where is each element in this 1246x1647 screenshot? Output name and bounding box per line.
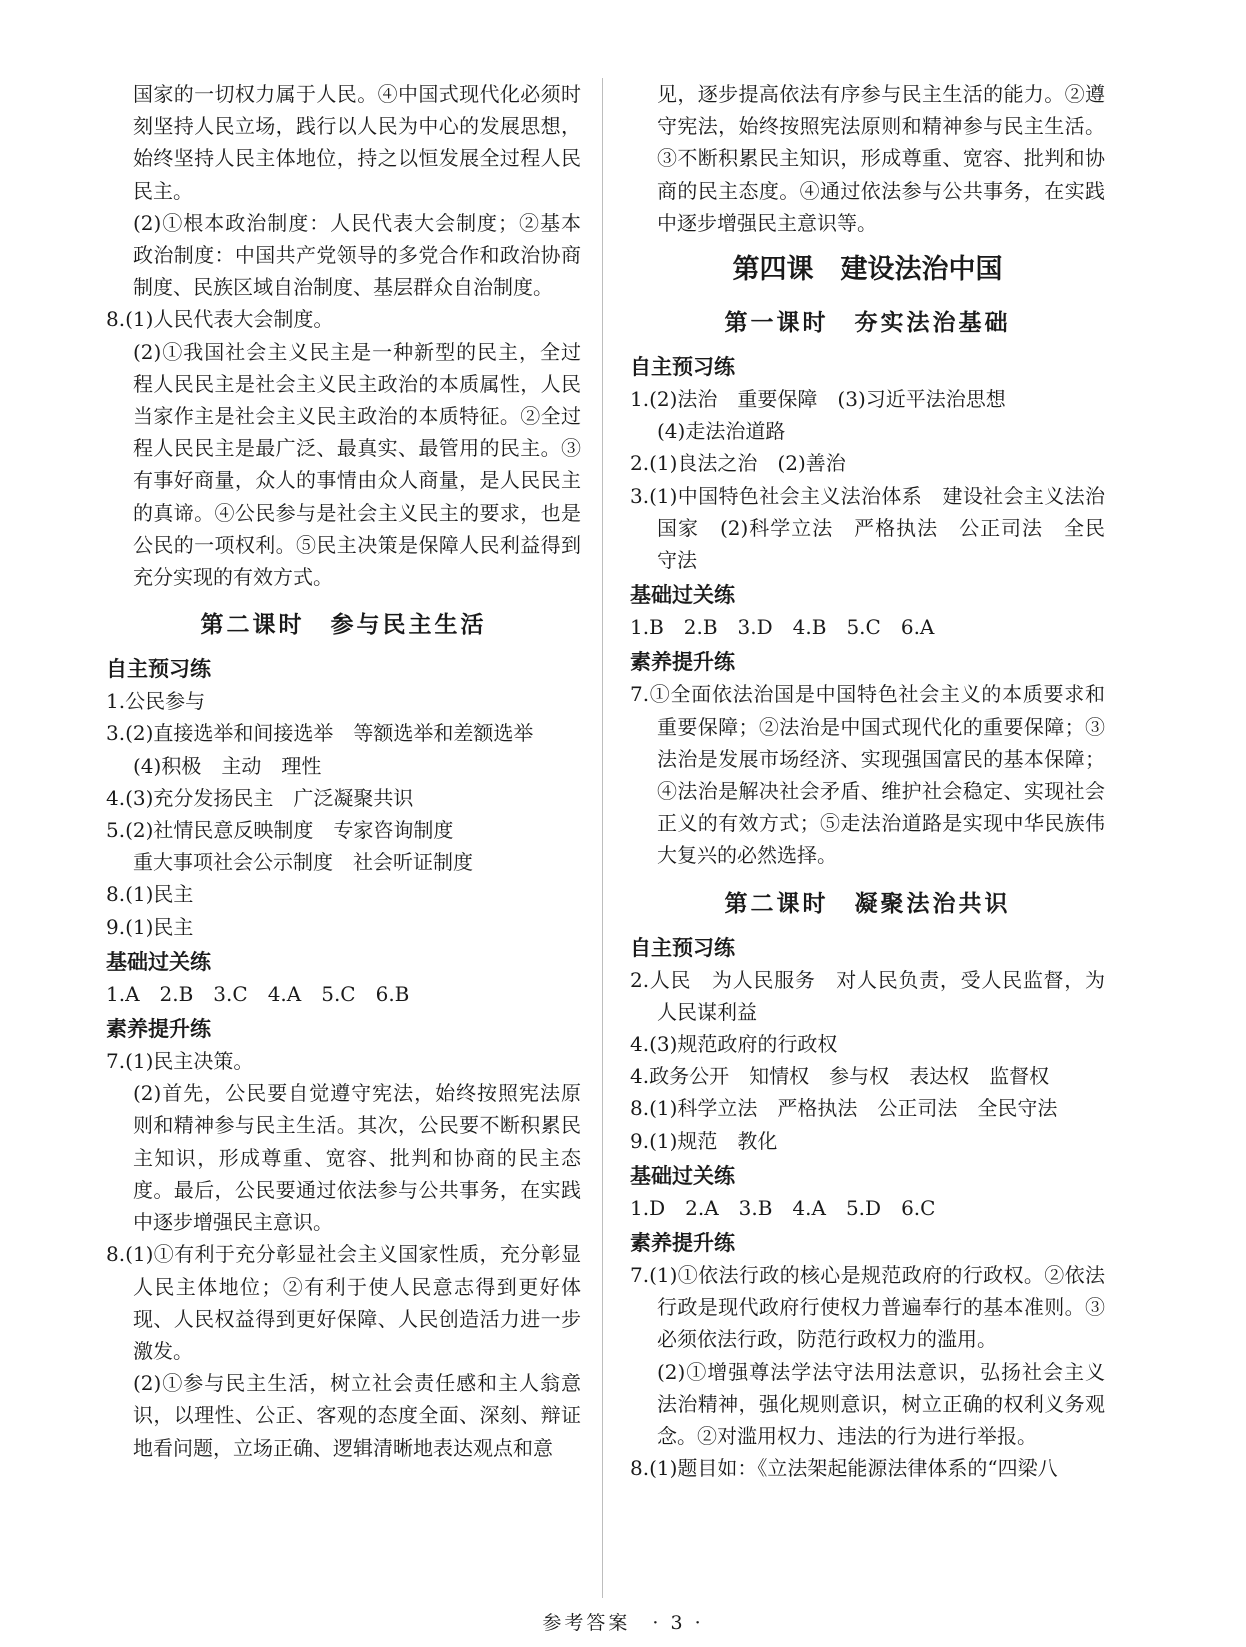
- chapter-title: 第四课 建设法治中国: [732, 254, 1003, 286]
- paragraph: (2)①我国社会主义民主是一种新型的民主，全过程人民民主是社会主义民主政治的本质属性，人民当家作主是社会主义民主政治的本质特征。②全过程人民民主是最广泛、最真实、最管用的民主。③有事好商量，众人的事情由众人商量，是人民民主的真谛。④公民参与是社会主义民主的要求，也是公民的一项权利。⑤民主决策是保障人民利益得到充分实现的有效方式。: [133, 339, 581, 590]
- lesson-title: 第二课时 凝聚法治共识: [724, 889, 1011, 917]
- answer-item: (4)积极 主动 理性: [133, 753, 322, 778]
- answer-item: 7.①全面依法治国是中国特色社会主义的本质要求和重要保障；②法治是中国式现代化的重要保障；③法治是发展市场经济、实现强国富民的基本保障；④法治是解决社会矛盾、维护社会稳定、实现社会正义的有效方式；⑤走法治道路是实现中华民族伟大复兴的必然选择。: [630, 682, 1105, 868]
- answer-item: 8.(1)①有利于充分彰显社会主义国家性质，充分彰显人民主体地位；②有利于使人民意志得到更好体现、人民权益得到更好保障、人民创造活力进一步激发。: [106, 1242, 581, 1363]
- answer-item: 9.(1)民主: [106, 914, 194, 939]
- section-heading: 基础过关练: [630, 1163, 735, 1188]
- answer-item: 5.(2)社情民意反映制度 专家咨询制度: [106, 818, 454, 843]
- paragraph: (2)①增强尊法学法守法用法意识，弘扬社会主义法治精神，强化规则意识，树立正确的权利义务观念。②对滥用权力、违法的行为进行举报。: [657, 1359, 1105, 1449]
- lesson-title: 第一课时 夯实法治基础: [724, 309, 1011, 337]
- question-item: 8.(1)人民代表大会制度。: [106, 307, 334, 332]
- section-heading: 基础过关练: [630, 583, 735, 608]
- answer-row: 1.B 2.B 3.D 4.B 5.C 6.A: [630, 615, 935, 640]
- section-heading: 自主预习练: [106, 657, 211, 682]
- answer-item: 3.(1)中国特色社会主义法治体系 建设社会主义法治国家 (2)科学立法 严格执法 公正司法 全民守法: [630, 483, 1105, 573]
- answer-item: 2.人民 为人民服务 对人民负责，受人民监督，为人民谋利益: [630, 967, 1105, 1024]
- answer-item: 3.(2)直接选举和间接选举 等额选举和差额选举: [106, 721, 534, 746]
- column-divider: [602, 78, 603, 1598]
- answer-item: 7.(1)民主决策。: [106, 1049, 254, 1074]
- answer-item: 7.(1)①依法行政的核心是规范政府的行政权。②依法行政是现代政府行使权力普遍奉行的基本准则。③必须依法行政，防范行政权力的滥用。: [630, 1263, 1105, 1352]
- section-heading: 素养提升练: [106, 1017, 211, 1042]
- answer-item: 4.政务公开 知情权 参与权 表达权 监督权: [630, 1064, 1050, 1089]
- paragraph: (2)①根本政治制度：人民代表大会制度；②基本政治制度：中国共产党领导的多党合作和政治协商制度、民族区域自治制度、基层群众自治制度。: [133, 210, 581, 300]
- left-column: [106, 78, 581, 1464]
- answer-item: 1.(2)法治 重要保障 (3)习近平法治思想: [630, 387, 1006, 412]
- answer-item: 2.(1)良法之治 (2)善治: [630, 451, 846, 476]
- answer-item: 8.(1)题目如：《立法架起能源法律体系的“四梁八: [630, 1456, 1058, 1481]
- answer-item: 8.(1)民主: [106, 882, 194, 907]
- section-heading: 基础过关练: [106, 949, 211, 974]
- answer-item: 4.(3)规范政府的行政权: [630, 1032, 838, 1057]
- paragraph: 国家的一切权力属于人民。④中国式现代化必须时刻坚持人民立场，践行以人民为中心的发展思想，始终坚持人民主体地位，持之以恒发展全过程人民民主。: [133, 82, 581, 203]
- paragraph: 见，逐步提高依法有序参与民主生活的能力。②遵守宪法，始终按照宪法原则和精神参与民主生活。③不断积累民主知识，形成尊重、宽容、批判和协商的民主态度。④通过依法参与公共事务，在实践中逐步增强民主意识等。: [657, 82, 1105, 235]
- answer-row: 1.A 2.B 3.C 4.A 5.C 6.B: [106, 981, 410, 1006]
- page-footer: 参考答案 · 3 ·: [542, 1612, 704, 1634]
- answer-item: 8.(1)科学立法 严格执法 公正司法 全民守法: [630, 1096, 1058, 1121]
- paragraph: (2)①参与民主生活，树立社会责任感和主人翁意识，以理性、公正、客观的态度全面、深刻、辩证地看问题，立场正确、逻辑清晰地表达观点和意: [133, 1371, 581, 1460]
- answer-row: 1.D 2.A 3.B 4.A 5.D 6.C: [630, 1195, 936, 1220]
- answer-item: 重大事项社会公示制度 社会听证制度: [133, 850, 473, 875]
- section-heading: 素养提升练: [630, 1231, 735, 1256]
- answer-item: 9.(1)规范 教化: [630, 1128, 778, 1153]
- paragraph: (2)首先，公民要自觉遵守宪法，始终按照宪法原则和精神参与民主生活。其次，公民要不断积累民主知识，形成尊重、宽容、批判和协商的民主态度。最后，公民要通过依法参与公共事务，在实践中逐步增强民主意识。: [133, 1081, 581, 1235]
- right-column: [630, 78, 1105, 1485]
- answer-item: 1.公民参与: [106, 689, 206, 714]
- lesson-title: 第二课时 参与民主生活: [200, 611, 487, 639]
- section-heading: 素养提升练: [630, 650, 735, 675]
- answer-item: (4)走法治道路: [657, 419, 786, 444]
- section-heading: 自主预习练: [630, 355, 735, 380]
- section-heading: 自主预习练: [630, 935, 735, 960]
- answer-item: 4.(3)充分发扬民主 广泛凝聚共识: [106, 785, 414, 810]
